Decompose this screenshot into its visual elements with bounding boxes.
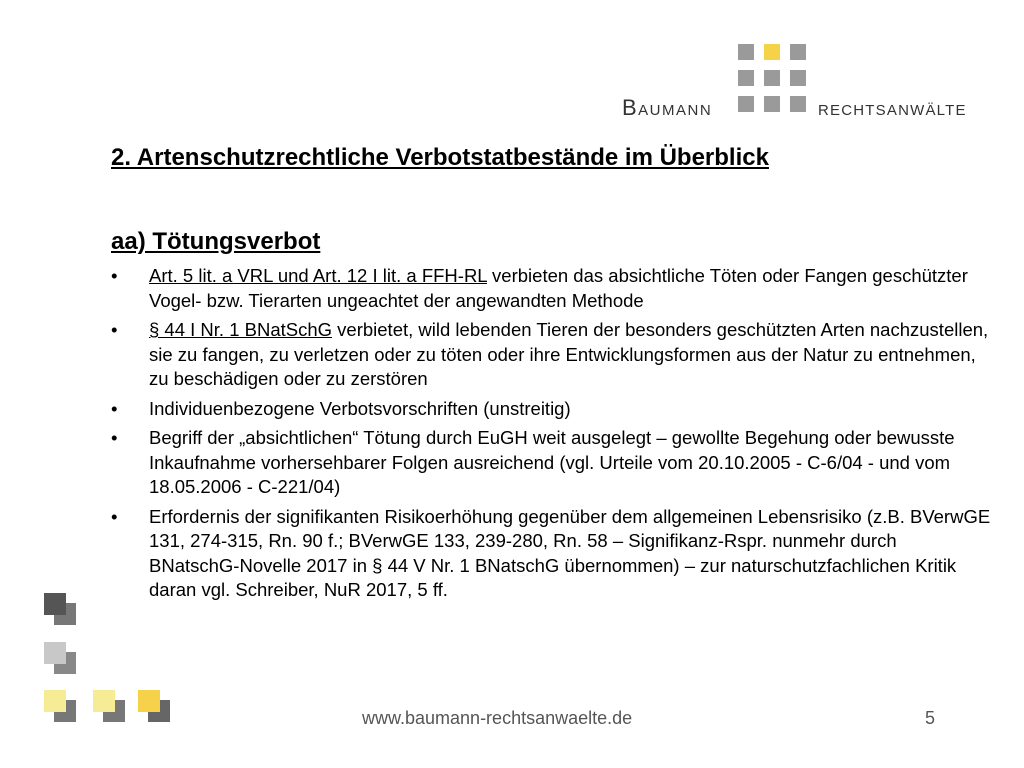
bullet-list	[111, 264, 991, 608]
bullet-text: Erfordernis der signifikanten Risikoerhöhung gegenüber dem allgemeinen Lebensrisiko (z.B. BVerwGE 131, 274-315, Rn. 90 f.; BVerwGE 133, 239-280, Rn. 58 – Signifikanz-Rspr. nunmehr durch BNatschG-Novelle 2017 in § 44 V Nr. 1 BNatschG übernommen) – zur naturschutzfachlichen Kritik daran vgl. Schreiber, NuR 2017, 5 ff.	[149, 505, 991, 600]
deco-square	[93, 690, 115, 712]
logo-square	[790, 44, 806, 60]
legal-reference: Art. 5 lit. a VRL und Art. 12 I lit. a FFH-RL	[149, 265, 487, 286]
deco-square	[138, 690, 160, 712]
logo-square	[790, 70, 806, 86]
logo-text-right: rechtsanwälte	[818, 95, 967, 120]
logo-square	[790, 96, 806, 112]
slide-subtitle: aa) Tötungsverbot	[111, 228, 321, 255]
deco-square	[44, 593, 66, 615]
decorative-squares	[0, 590, 180, 730]
list-item	[111, 318, 991, 392]
list-item	[111, 505, 991, 603]
logo-square	[738, 44, 754, 60]
bullet-text: Begriff der „absichtlichen“ Tötung durch EuGH weit ausgelegt – gewollte Begehung oder bewusste Inkaufnahme vorhersehbarer Folgen ausreichend (vgl. Urteile vom 20.10.2005 - C-6/04 - und vom 18.05.2006 - C-221/04)	[149, 427, 955, 497]
bullet-text: verbietet, wild lebenden Tieren der besonders geschützten Arten nachzustellen, sie zu fangen, zu verletzen oder zu töten oder ihre Entwicklungsformen aus der Natur zu entnehmen, zu beschädigen oder zu zerstören	[149, 319, 989, 389]
logo-square-yellow	[764, 44, 780, 60]
bullet-text: verbieten das absichtliche Töten oder Fangen geschützter Vogel- bzw. Tierarten ungeachtet der angewandten Methode	[149, 265, 968, 311]
slide-title: 2. Artenschutzrechtliche Verbotstatbestände im Überblick	[111, 144, 769, 171]
deco-square	[44, 690, 66, 712]
logo-square	[764, 96, 780, 112]
bullet-text: Individuenbezogene Verbotsvorschriften (unstreitig)	[149, 397, 571, 419]
logo-square	[738, 96, 754, 112]
list-item	[111, 397, 991, 422]
list-item	[111, 426, 991, 500]
page-number: 5	[925, 708, 936, 728]
list-item	[111, 264, 991, 313]
legal-reference: § 44 I Nr. 1 BNatSchG	[149, 319, 333, 340]
footer-url: www.baumann-rechtsanwaelte.de	[362, 708, 633, 728]
logo-square	[764, 70, 780, 86]
logo-square	[738, 70, 754, 86]
logo-text-left: Baumann	[622, 95, 713, 120]
deco-square	[44, 642, 66, 664]
company-logo	[0, 0, 1024, 125]
